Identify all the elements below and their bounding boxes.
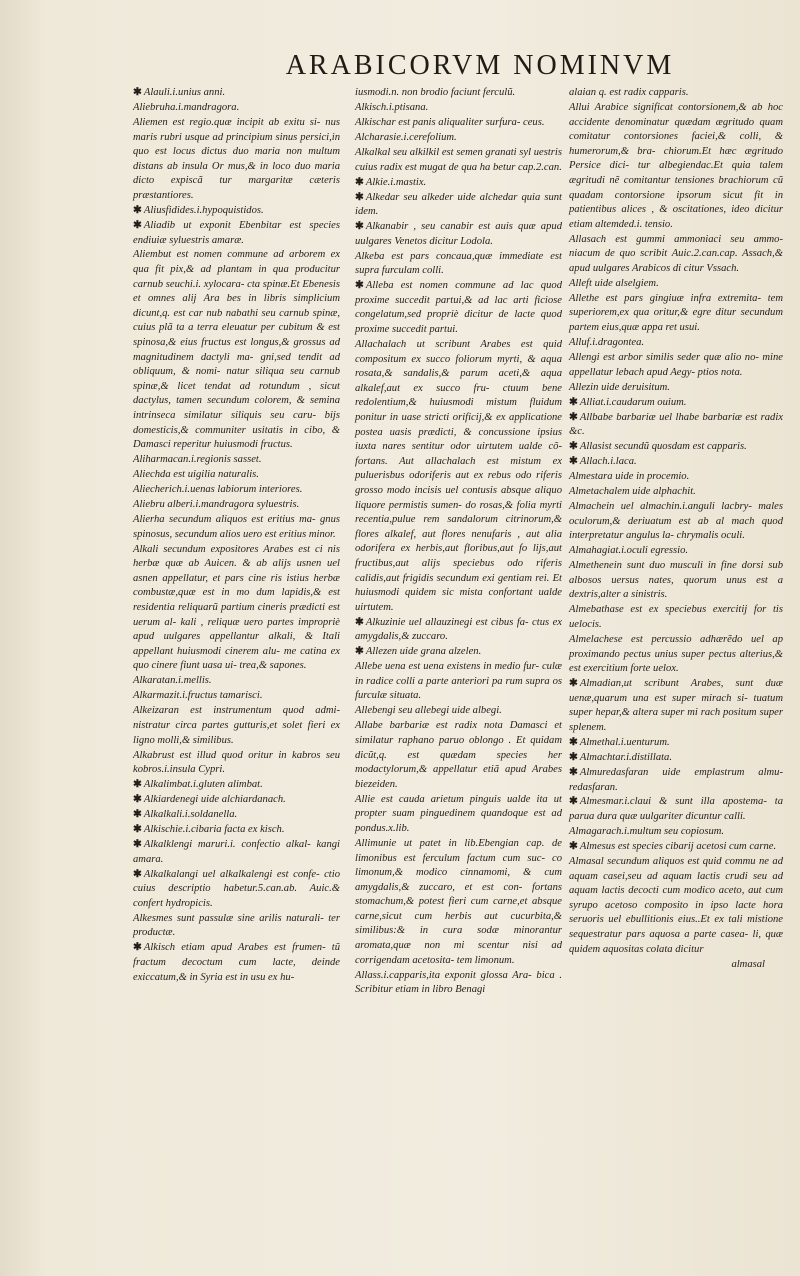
entry-text: Alkalklengi maruri.i. confectio alkal- kangi amara.: [133, 839, 340, 865]
asterisk-marker: ✱: [569, 766, 578, 778]
dictionary-entry: [355, 191, 562, 220]
dictionary-entry: [133, 453, 340, 468]
asterisk-marker: ✱: [569, 751, 578, 763]
page-heading: ARABICORVM NOMINVM: [285, 50, 675, 81]
dictionary-entry: [355, 250, 562, 279]
dictionary-entry: [355, 220, 562, 249]
dictionary-entry: [355, 116, 562, 131]
dictionary-entry: [569, 381, 783, 396]
dictionary-entry: [569, 86, 783, 101]
entry-text: Aliusfidides.i.hypoquistidos.: [143, 204, 264, 216]
asterisk-marker: ✱: [569, 411, 578, 423]
entry-text: Alkalkali.i.soldanella.: [143, 809, 238, 821]
dictionary-entry: [133, 248, 340, 452]
dictionary-entry: [569, 855, 783, 957]
asterisk-marker: ✱: [133, 824, 142, 836]
entry-text: Almesmar.i.claui & sunt illa apostema- ta parua dura quæ uulgariter dicuntur calli.: [569, 796, 783, 823]
entry-text: Almagarach.i.multum seu copiosum.: [569, 826, 725, 838]
dictionary-entry: [569, 840, 783, 855]
entry-text: Alkeizaran est instrumentum quod admi- nistratur circa partes gutturis,et solet fieri ex ligno molli,& similibus.: [133, 705, 340, 746]
entry-text: alaian q. est radix capparis.: [569, 87, 689, 98]
entry-text: Almestara uide in procemio.: [569, 471, 690, 483]
dictionary-entry: [569, 677, 783, 735]
entry-text: Aliadib ut exponit Ebenbitar est species endiuiæ syluestris amaræ.: [133, 219, 340, 246]
dictionary-entry: [355, 793, 562, 837]
dictionary-entry: [569, 233, 783, 277]
entry-text: Alliat.i.caudarum ouium.: [579, 396, 687, 408]
dictionary-entry: [133, 704, 340, 748]
entry-text: Alkalkal seu alkilkil est semen granati syl uestris cuius radix est mugat de qua ha betur cap.2.can.: [355, 146, 562, 173]
dictionary-entry: [133, 483, 340, 498]
dictionary-entry: [355, 616, 562, 645]
asterisk-marker: ✱: [569, 456, 578, 468]
asterisk-marker: ✱: [133, 868, 142, 880]
entry-text: Aliembut est nomen commune ad arborem ex qua fit pix,& ad plantam in qua producitur carnub seuchi.i. xylocara- cta spinæ.Et Ebenesis et omnes alij Ara bes in libris simplicium dicunt,q. est car nub nabathi seu carnub spinæ, cuius plã ta a terra eleuatur per cubitum & est spinosa,& eius fructus est longus,& grossus ad magnitudinem dactyli ma- gni,sed tendit ad obliquum, & nomi- natur siliqua seu carnub spinæ,& licet tendat ad rotundum , sicut dactylus, tamen secundum colorem, & semina intrinseca similatur siliquis seu caru- bijs domesticis,& communiter usitatis in cibo, & Damasci reperitur huiusmodi fructus.: [133, 249, 340, 451]
entry-text: Alkesmes sunt passulæ sine arilis naturali- ter productæ.: [133, 912, 340, 939]
dictionary-entry: [133, 513, 340, 542]
dictionary-entry: [569, 396, 783, 411]
entry-text: Almahagiat.i.oculi egressio.: [569, 545, 689, 557]
entry-text: Almachtar.i.distillata.: [579, 751, 673, 763]
dictionary-entry: [569, 825, 783, 840]
dictionary-entry: [133, 912, 340, 941]
dictionary-entry: [569, 101, 783, 232]
asterisk-marker: ✱: [133, 809, 142, 821]
entry-text: Allezen uide grana alzelen.: [365, 646, 482, 658]
asterisk-marker: ✱: [133, 942, 142, 954]
entry-text: Alkischar est panis aliqualiter surfura- ceus.: [355, 116, 545, 128]
entry-text: Allasist secundũ quosdam est capparis.: [579, 441, 747, 453]
entry-text: Alkischie.i.cibaria facta ex kisch.: [143, 824, 285, 836]
asterisk-marker: ✱: [133, 839, 142, 851]
entry-text: Allimunie ut patet in lib.Ebengian cap. de limonibus est ferculum factum cum suc- co limonum,& modico cinnamomi, & cum amygdalis,& zuccaro, et est con- fortans stomachum,& potest fieri cum carne,et absque carne,sicut cum herbis aut cucurbita,& similibus:& in cura sodæ minorantur aromata,quæ non mi scentur nisi ad corrigendam acetosita- tem limonum.: [355, 837, 562, 966]
asterisk-marker: ✱: [133, 779, 142, 791]
dictionary-entry: [569, 766, 783, 795]
entry-text: Almesus est species cibarij acetosi cum carne.: [579, 841, 777, 853]
asterisk-marker: ✱: [133, 219, 142, 231]
entry-text: Alkie.i.mastix.: [365, 176, 427, 188]
entry-text: Allabe barbariæ est radix nota Damasci et similatur raphano paruo oblongo . Et quidam dicũt,q. est quædam species her modactylorum,& appellatur etiã apud Arabes biezeiden.: [355, 720, 562, 790]
entry-text: Alkiardenegi uide alchiardanach.: [143, 794, 286, 806]
asterisk-marker: ✱: [569, 841, 578, 853]
dictionary-entry: [569, 751, 783, 766]
entry-text: Alleft uide alselgiem.: [569, 277, 659, 289]
entry-text: Alkalkalangi uel alkalkalengi est confe- ctio cuius descriptio habetur.5.can.ab. Auic.& confert hydropicis.: [133, 868, 340, 909]
dictionary-entry: [569, 544, 783, 559]
entry-text: Alauli.i.unius anni.: [143, 87, 226, 98]
dictionary-entry: [133, 941, 340, 985]
dictionary-entry: [569, 795, 783, 824]
entry-text: Alkisch.i.ptisana.: [355, 101, 429, 113]
entry-text: Alkedar seu alkeder uide alchedar quia sunt idem.: [355, 191, 562, 218]
asterisk-marker: ✱: [355, 221, 364, 233]
dictionary-entry: [133, 793, 340, 808]
dictionary-entry: [133, 749, 340, 778]
dictionary-entry: [569, 736, 783, 751]
dictionary-entry: [133, 689, 340, 704]
entry-text: Allass.i.capparis,ita exponit glossa Ara- bica . Scribitur etiam in libro Benagi: [355, 969, 562, 996]
entry-text: Alkaratan.i.mellis.: [133, 675, 212, 687]
entry-text: Allezin uide deruisitum.: [569, 381, 670, 393]
entry-text: Aliebru alberi.i.mandragora syluestris.: [133, 499, 300, 511]
entry-text: Allui Arabice significat contorsionem,& ab hoc accidente denominatur quædam ægritudo quam comitatur contorsiones faciei,& colli, & humerorum,& bra- chiorum.Et hæc ægritudo Persice dici- tur albegiendac.Et quia talem ægritudi nẽ comitantur tensiones brachiorum cũ quadam contorsione ipsorum sicut fit in patientibus alices , & oscitationes, ideo dicitur etiam altemded.i. tensio.: [569, 101, 783, 230]
asterisk-marker: ✱: [569, 396, 578, 408]
dictionary-entry: [569, 455, 783, 470]
entry-text: Almetachalem uide alphachit.: [569, 486, 696, 498]
entry-text: Almachein uel almachin.i.anguli lacbry- males oculorum,& deriuatum est ab al mach quod interpretatur angulus la- chrymalis oculi.: [569, 501, 783, 542]
dictionary-entry: [355, 101, 562, 116]
dictionary-entry: [355, 660, 562, 704]
entry-text: iusmodi.n. non brodio faciunt ferculũ.: [355, 87, 516, 98]
entry-text: Alkanabir , seu canabir est auis quæ apud uulgares Venetos dicitur Lodola.: [355, 221, 562, 247]
asterisk-marker: ✱: [133, 87, 142, 98]
entry-text: Alcharasie.i.cerefolium.: [355, 131, 457, 143]
text-column-middle: [355, 86, 562, 998]
entry-text: Almuredasfaran uide emplastrum almu- redasfaran.: [569, 766, 783, 793]
entry-text: Almelachese est percussio adhærẽdo uel ap proximando pectus unius super pectus alterius,& est exercitium forte uelox.: [569, 634, 783, 675]
entry-text: Allie est cauda arietum pinguis ualde ita ut propter suam pinguedinem quandoque est ad pondus.x.lib.: [355, 793, 562, 834]
entry-text: Aliecherich.i.uenas labiorum interiores.: [133, 484, 303, 496]
dictionary-entry: [569, 336, 783, 351]
dictionary-entry: [355, 837, 562, 968]
asterisk-marker: ✱: [133, 794, 142, 806]
dictionary-entry: [133, 838, 340, 867]
entry-text: Alkali secundum expositores Arabes est ci nis herbæ quæ ab Auicen. & ab alijs usnen uel asnen appellatur, et pars cine ris istius herbæ combustæ,quæ est in mo dum lapidis,& est residentia reliquarũ partium cineris prædicti est uerum al- kali , reliquæ uero partes impropriè apud uulgares appellantur alkali, & Itali appellant huiusmodi cinerem alu- me catina ex quo cinere fiunt uasa ui- trea,& sapones.: [133, 543, 340, 672]
entry-text: Alkalimbat.i.gluten alimbat.: [143, 779, 263, 791]
entry-text: Alkarmazit.i.fructus tamarisci.: [133, 690, 263, 702]
entry-text: Allbabe barbariæ uel lhabe barbariæ est radix &c.: [569, 411, 783, 438]
text-column-left: [133, 86, 340, 986]
entry-text: Allach.i.laca.: [579, 456, 637, 468]
dictionary-entry: [569, 559, 783, 603]
entry-text: Alleba est nomen commune ad lac quod proxime succedit partui,& ad lac arti ficiose congelatum,sed propriè dicitur de lacte quod proxime succedit partui.: [355, 280, 562, 336]
dictionary-entry: [133, 86, 340, 101]
entry-text: Alkeba est pars concaua,quæ immediate est supra furculam colli.: [355, 250, 562, 277]
entry-text: Almasal secundum aliquos est quid commu ne ad aquam casei,seu ad aquam lactis crudi seu ad aquam lactis decocti cum modico aceto, aut cum syrupo acetoso composito in ipso lacte hora seruoris uel ebullitionis eius..Et ex tali mistione sequestratur pars aquosa a parte casea- li, quæ quidem aquositas colata dicitur: [569, 856, 783, 955]
dictionary-entry: [355, 131, 562, 146]
entry-text: Almadian,ut scribunt Arabes, sunt duæ uenæ,quarum una est super mirach si- tuatum super hepar,& altera super mi rach positum super splenem.: [569, 678, 783, 733]
dictionary-entry: [569, 470, 783, 485]
dictionary-entry: [355, 279, 562, 337]
dictionary-entry: [133, 674, 340, 689]
entry-text: Alkuzinie uel allauzinegi est cibus fa- ctus ex amygdalis,& zuccaro.: [355, 616, 562, 643]
text-column-right: [569, 86, 783, 972]
entry-text: Allengi est arbor similis seder quæ alio no- mine appellatur lebach apud Aegy- ptios nota.: [569, 352, 783, 378]
catchword: almasal: [731, 958, 765, 970]
dictionary-entry: [355, 338, 562, 615]
dictionary-entry: [569, 500, 783, 544]
dictionary-entry: [569, 440, 783, 455]
entry-text: Allachalach ut scribunt Arabes est quid compositum ex succo foliorum myrti, & aqua rosata,& sandalis,& parum aceti,& aqua alkalef,aut ex succo fru- ctuum bene redolentium,& huiusmodi mistum fluidum ponitur in uase stricti orificij,& ex applicatione postea uasis prædicti, & concussione ipsius iuxta nares sentitur odor uirtutem ualde cõ- fortans. Aut allachalach est mistum ex puluerisbus odoriferis aut ex rebus odo riferis grosso modo incisis uel contusis absque aliquo liquore permistis sumen- do rosas,& folia myrti recentia,pulue rem sandalorum citrinorum,& flores alkalef, aut flores nenufaris , aut alia odorifera ex herbis,aut floribus,aut fo lijs,aut fructibus,aut alijs speciebus odo riferis calidis,aut frigidis secundum exi gentiam rei. Et huiusmodi quidem sic mista confortant ualde uirtutem.: [355, 339, 562, 613]
dictionary-entry: [133, 116, 340, 204]
dictionary-entry: [133, 468, 340, 483]
entry-text: Allasach est gummi ammoniaci seu ammo- niacum de quo scribit Auic.2.can.cap. Assach,& apud uulgares Arabicos di citur Vssach.: [569, 233, 783, 274]
entry-text: Alluf.i.dragontea.: [569, 337, 645, 349]
dictionary-entry: [355, 704, 562, 719]
asterisk-marker: ✱: [569, 678, 578, 690]
entry-text: Allebengi seu allebegi uide albegi.: [355, 705, 502, 717]
asterisk-marker: ✱: [355, 646, 364, 658]
dictionary-entry: [133, 778, 340, 793]
entry-text: Allethe est pars gingiuæ infra extremita- tem superiorem,ex qua oritur,& egre ditur secundum partem eius,quæ appa ret usui.: [569, 292, 783, 334]
dictionary-entry: [355, 645, 562, 660]
entry-text: Allebe uena est uena existens in medio fur- culæ in radice colli a parte anteriori pa rum supra os furculæ situata.: [355, 661, 562, 702]
dictionary-entry: [133, 823, 340, 838]
asterisk-marker: ✱: [355, 280, 364, 292]
entry-text: Almethal.i.uenturum.: [579, 736, 670, 748]
dictionary-entry: [133, 808, 340, 823]
entry-text: Aliharmacan.i.regionis sasset.: [133, 454, 262, 466]
dictionary-entry: [133, 204, 340, 219]
entry-text: Alierha secundum aliquos est eritius ma- gnus spinosus, secundum alios uero est eritius minor.: [133, 514, 340, 540]
dictionary-entry: [355, 86, 562, 101]
dictionary-entry: [569, 633, 783, 677]
entry-text: Alkabrust est illud quod oritur in kabros seu kobros.i.insula Cypri.: [133, 749, 340, 776]
dictionary-entry: [355, 719, 562, 792]
dictionary-entry: [355, 146, 562, 175]
entry-text: Aliebruha.i.mandragora.: [133, 101, 240, 113]
dictionary-entry: [133, 498, 340, 513]
dictionary-entry: [569, 277, 783, 292]
entry-text: Almebathase est ex speciebus exercitij for tis uelocis.: [569, 604, 783, 631]
entry-text: Alkisch etiam apud Arabes est frumen- tũ fractum decoctum cum lacte, deinde exiccatum,& in Syria est in usu ex hu-: [133, 942, 340, 983]
dictionary-entry: [133, 868, 340, 912]
asterisk-marker: ✱: [355, 176, 364, 188]
asterisk-marker: ✱: [133, 204, 142, 216]
dictionary-entry: [569, 485, 783, 500]
dictionary-entry: [569, 411, 783, 440]
dictionary-entry: [569, 603, 783, 632]
dictionary-entry: [569, 292, 783, 336]
entry-text: Aliechda est uigilia naturalis.: [133, 469, 259, 481]
asterisk-marker: ✱: [569, 736, 578, 748]
asterisk-marker: ✱: [569, 796, 578, 808]
dictionary-entry: [133, 543, 340, 674]
asterisk-marker: ✱: [355, 616, 364, 628]
dictionary-entry: [355, 969, 562, 998]
dictionary-entry: [569, 351, 783, 380]
dictionary-entry: [133, 101, 340, 116]
asterisk-marker: ✱: [355, 191, 364, 203]
entry-text: Aliemen est regio.quæ incipit ab exitu si- nus maris rubri usque ad principium sinus persici,in quo est locus dictus duo maria non multum distans ab insula Or mus,& in loco duo maria dicto expiscã tur margaritæ cæteris præstantiores.: [133, 116, 340, 201]
dictionary-entry: [355, 176, 562, 191]
dictionary-entry: [133, 219, 340, 248]
asterisk-marker: ✱: [569, 441, 578, 453]
entry-text: Almethenein sunt duo musculi in fine dorsi sub albosos uersus nates, quorum unus est a dextris,alter a sinistris.: [569, 560, 783, 601]
